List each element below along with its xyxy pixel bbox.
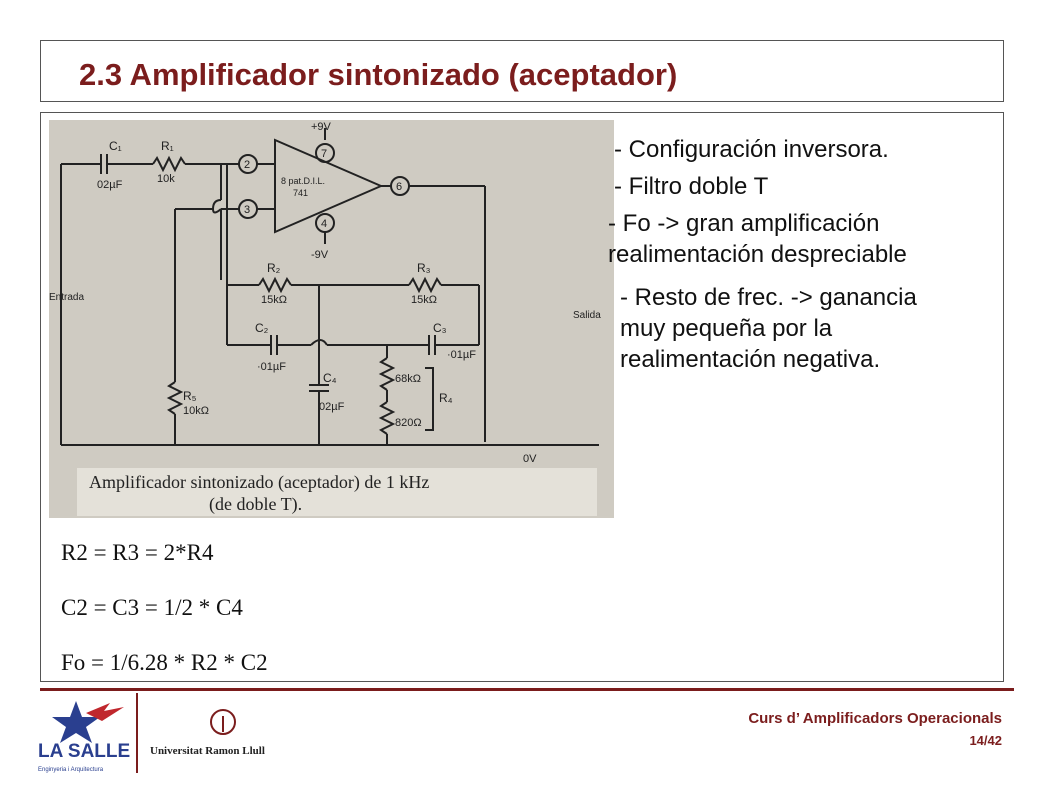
pin2-label: 2 (244, 159, 251, 171)
schematic-caption-line1: Amplificador sintonizado (aceptador) de 1 kHz (89, 472, 430, 492)
bullet-1: - Configuración inversora. (614, 136, 889, 163)
bullet-list (608, 134, 998, 375)
formula-1: R2 = R3 = 2*R4 (61, 540, 214, 565)
circuit-schematic-image (49, 120, 614, 518)
c1-label: C₁ (109, 139, 122, 153)
r2-label: R₂ (267, 261, 281, 275)
star-icon (52, 701, 100, 743)
bullet-4: - Resto de frec. -> ganancia muy pequeña por la realimentación negativa. (620, 284, 917, 373)
r2-value: 15kΩ (261, 294, 287, 306)
r4a-resistor (381, 358, 393, 390)
circuit-schematic (49, 120, 614, 518)
urll-wordmark: Universitat Ramon Llull (150, 745, 265, 757)
r1-label: R₁ (161, 139, 174, 153)
r3-value: 15kΩ (411, 294, 437, 306)
slide-title: 2.3 Amplificador sintonizado (aceptador) (79, 57, 678, 92)
r3-resistor (409, 279, 441, 291)
r3-label: R₃ (417, 261, 431, 275)
formula-2: C2 = C3 = 1/2 * C4 (61, 595, 243, 620)
pin6-label: 6 (396, 181, 403, 193)
r4a-value: 68kΩ (395, 373, 421, 385)
title-box (40, 40, 1004, 102)
urll-logo (148, 706, 298, 766)
bullet-3: - Fo -> gran amplificación realimentación despreciable (608, 210, 907, 268)
r4-label: R₄ (439, 391, 453, 405)
pin3-label: 3 (244, 204, 251, 216)
r2-resistor (259, 279, 291, 291)
formula-3: Fo = 1/6.28 * R2 * C2 (61, 650, 268, 675)
c2-value: ·01µF (257, 361, 286, 373)
schematic-caption-line2: (de doble T). (209, 494, 303, 514)
course-name: Curs d’ Amplificadors Operacionals (748, 710, 1002, 727)
pin7-label: 7 (321, 148, 328, 160)
c4-label: C₄ (323, 371, 337, 385)
vminus-label: -9V (311, 249, 329, 261)
r5-value: 10kΩ (183, 405, 209, 417)
c4-value: 02µF (319, 401, 345, 413)
r4b-resistor (381, 402, 393, 434)
la-salle-logo (34, 695, 132, 775)
la-salle-subtitle: Enginyeria i Arquitectura (38, 767, 104, 773)
r1-resistor (153, 158, 185, 170)
page-number: 14/42 (969, 733, 1002, 748)
opamp-triangle (275, 140, 381, 232)
opamp-label-1: 8 pat.D.I.L. (281, 176, 326, 186)
r5-resistor (169, 382, 181, 414)
formula-list (61, 540, 268, 705)
entrada-label: Entrada (49, 292, 85, 303)
c3-label: C₃ (433, 321, 447, 335)
c2-label: C₂ (255, 321, 269, 335)
footer-divider-line (40, 688, 1014, 691)
r1-value: 10k (157, 173, 175, 185)
vplus-label: +9V (311, 121, 331, 133)
footer-logo-separator (136, 693, 138, 773)
r4b-value: 820Ω (395, 417, 422, 429)
r5-label: R₅ (183, 389, 197, 403)
ground-label: 0V (523, 453, 537, 465)
c1-value: 02µF (97, 179, 123, 191)
salida-label: Salida (573, 310, 601, 321)
la-salle-wordmark: LA SALLE (38, 741, 131, 762)
opamp-label-2: 741 (293, 188, 309, 198)
pin4-label: 4 (321, 218, 328, 230)
c3-value: ·01µF (447, 349, 476, 361)
bullet-2: - Filtro doble T (614, 173, 769, 200)
